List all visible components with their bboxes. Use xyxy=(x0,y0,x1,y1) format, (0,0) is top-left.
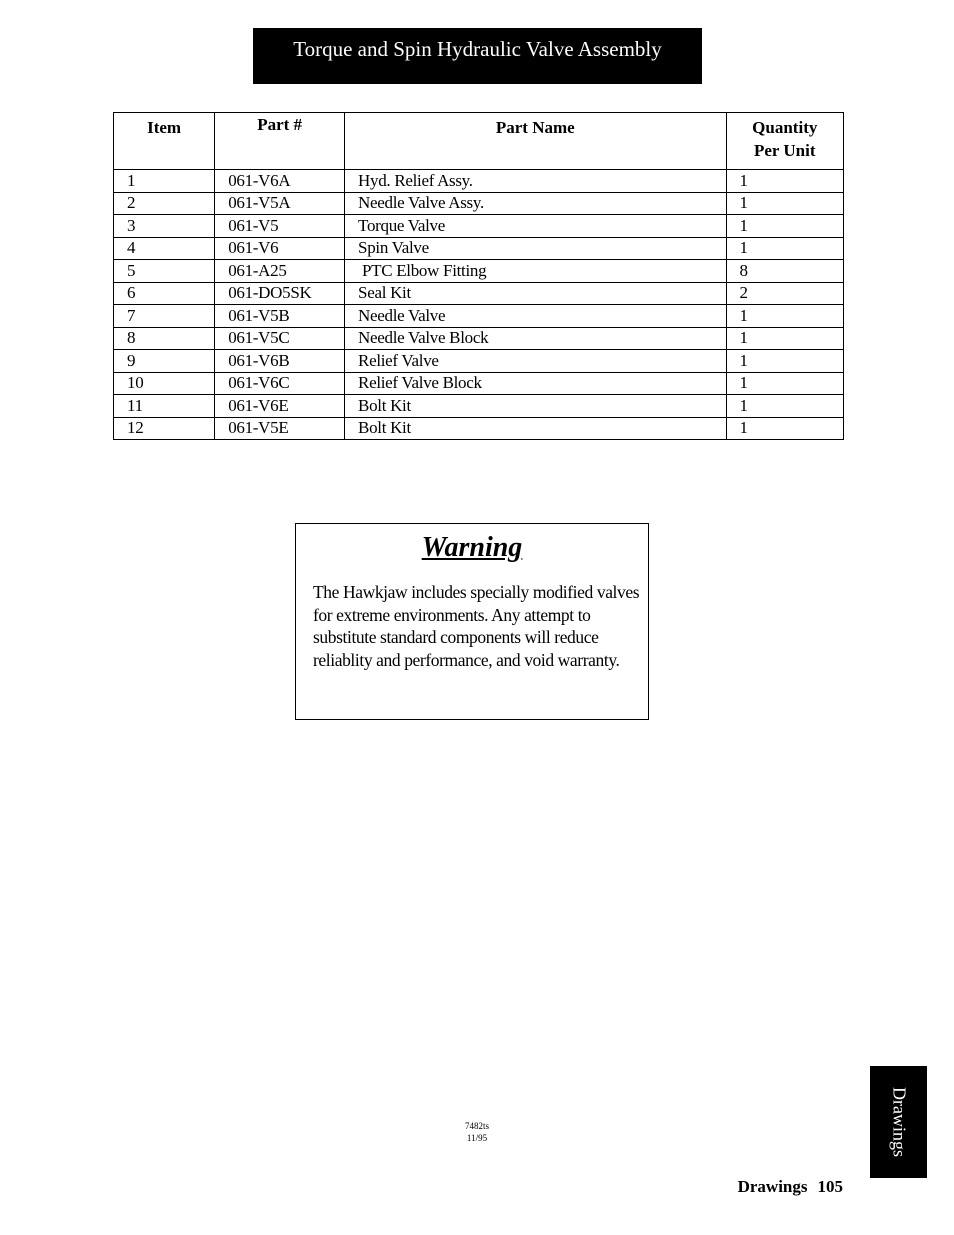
quantity-cell: 1 xyxy=(726,327,843,350)
quantity-cell: 1 xyxy=(726,237,843,260)
part-name-cell: Bolt Kit xyxy=(345,395,726,418)
item-cell: 5 xyxy=(114,260,215,283)
parts-table-body xyxy=(114,170,844,440)
item-cell: 1 xyxy=(114,170,215,193)
item-cell: 10 xyxy=(114,372,215,395)
item-cell: 11 xyxy=(114,395,215,418)
item-cell: 9 xyxy=(114,350,215,373)
part-number-cell: 061-V6 xyxy=(215,237,345,260)
item-cell: 6 xyxy=(114,282,215,305)
part-number-cell: 061-V5B xyxy=(215,305,345,328)
part-name-cell: Relief Valve Block xyxy=(345,372,726,395)
quantity-cell: 8 xyxy=(726,260,843,283)
part-number-cell: 061-DO5SK xyxy=(215,282,345,305)
table-row xyxy=(114,305,844,328)
quantity-cell: 1 xyxy=(726,305,843,328)
item-cell: 12 xyxy=(114,417,215,440)
table-row xyxy=(114,395,844,418)
table-row xyxy=(114,237,844,260)
quantity-header-line2: Per Unit xyxy=(753,141,816,160)
part-name-cell: Bolt Kit xyxy=(345,417,726,440)
quantity-cell: 2 xyxy=(726,282,843,305)
part-name-cell: Hyd. Relief Assy. xyxy=(345,170,726,193)
part-name-cell: Needle Valve Block xyxy=(345,327,726,350)
page-number: 105 xyxy=(817,1177,843,1196)
part-name-cell: Seal Kit xyxy=(345,282,726,305)
column-header-item: Item xyxy=(114,113,215,170)
drawing-code xyxy=(455,1120,499,1144)
table-row xyxy=(114,350,844,373)
part-number-cell: 061-V5 xyxy=(215,215,345,238)
table-row xyxy=(114,170,844,193)
table-row xyxy=(114,372,844,395)
part-name-cell: Torque Valve xyxy=(345,215,726,238)
part-number-cell: 061-V6C xyxy=(215,372,345,395)
quantity-header-line1: Quantity xyxy=(752,118,818,137)
part-name-cell: Needle Valve Assy. xyxy=(345,192,726,215)
table-row xyxy=(114,215,844,238)
section-tab xyxy=(870,1066,927,1178)
item-cell: 7 xyxy=(114,305,215,328)
part-number-cell: 061-V5E xyxy=(215,417,345,440)
quantity-cell: 1 xyxy=(726,215,843,238)
section-tab-label: Drawings xyxy=(889,1087,909,1157)
item-cell: 4 xyxy=(114,237,215,260)
item-cell: 3 xyxy=(114,215,215,238)
quantity-cell: 1 xyxy=(726,417,843,440)
table-header-row xyxy=(114,113,844,170)
item-cell: 8 xyxy=(114,327,215,350)
drawing-code-number: 7482ts xyxy=(464,1121,489,1131)
table-row xyxy=(114,327,844,350)
item-cell: 2 xyxy=(114,192,215,215)
page-footer xyxy=(738,1177,843,1197)
table-row xyxy=(114,260,844,283)
page-title: Torque and Spin Hydraulic Valve Assembly xyxy=(253,28,702,84)
column-header-part-number: Part # xyxy=(215,113,345,170)
part-name-cell: Spin Valve xyxy=(345,237,726,260)
footer-section: Drawings xyxy=(737,1177,808,1196)
part-number-cell: 061-V6A xyxy=(215,170,345,193)
quantity-cell: 1 xyxy=(726,350,843,373)
part-name-cell: Needle Valve xyxy=(345,305,726,328)
table-row xyxy=(114,417,844,440)
part-number-cell: 061-V6E xyxy=(215,395,345,418)
warning-title: Warning xyxy=(421,532,523,563)
table-row xyxy=(114,192,844,215)
column-header-part-name: Part Name xyxy=(345,113,726,170)
part-number-cell: 061-V5A xyxy=(215,192,345,215)
warning-box xyxy=(295,523,649,720)
quantity-cell: 1 xyxy=(726,192,843,215)
table-row xyxy=(114,282,844,305)
part-name-cell: Relief Valve xyxy=(345,350,726,373)
part-number-cell: 061-V5C xyxy=(215,327,345,350)
quantity-cell: 1 xyxy=(726,395,843,418)
warning-text: The Hawkjaw includes specially modified valves for extreme environments. Any attempt to substitute standard components will reduce reliablity and performance, and void warranty. xyxy=(313,582,640,670)
part-number-cell: 061-A25 xyxy=(215,260,345,283)
quantity-cell: 1 xyxy=(726,170,843,193)
part-name-cell: PTC Elbow Fitting xyxy=(345,260,726,283)
part-number-cell: 061-V6B xyxy=(215,350,345,373)
parts-table xyxy=(113,112,844,440)
drawing-code-date: 11/95 xyxy=(466,1133,488,1143)
column-header-quantity xyxy=(726,113,843,170)
quantity-cell: 1 xyxy=(726,372,843,395)
